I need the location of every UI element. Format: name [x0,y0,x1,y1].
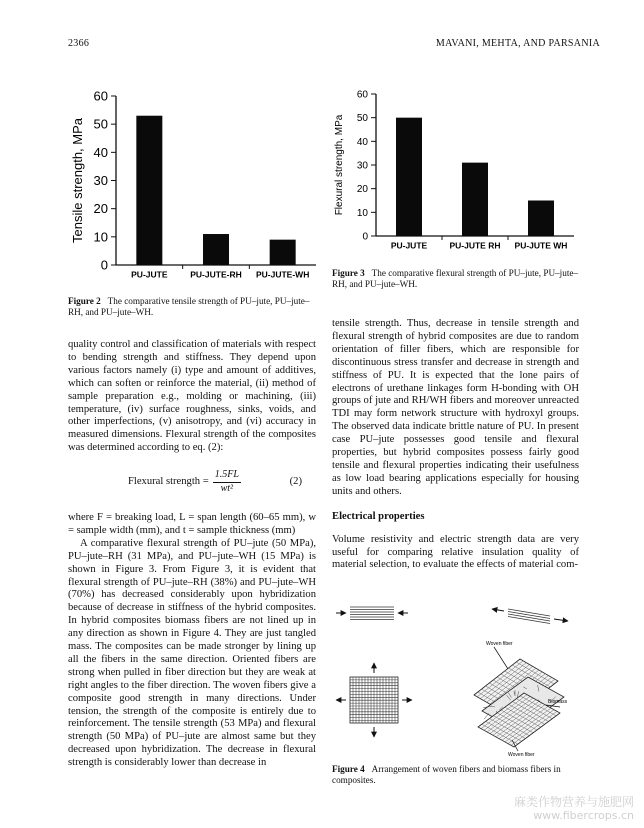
figure-2-tensile-chart [66,84,328,280]
equation-numerator: 1.5FL [213,469,241,483]
hybrid-layers-diagram [474,641,568,757]
woven-mesh-diagram [336,663,412,737]
figure-4-caption-text: Arrangement of woven fibers and biomass fibers in composites. [332,764,561,786]
fig2-y-tick-label: 40 [93,144,108,160]
right-paragraph-1: tensile strength. Thus, decrease in tensile strength and flexural strength of hybrid composites are due to random orientation of filler fibers, which are responsible for discontinuous stress transfer and decrease in strength and stiffness of PU. It is expected that the lone pairs of electrons of urethane linkages form H-bonding with OH groups of jute and RH/WH fibers and moreover unreacted TDI may form network structure with hydroxyl groups. The observed data indicate brittle nature of PU. In present case PU–jute possesses good tensile and flexural properties, but hybrid composites possess fairly good tensile and flexural properties indicating their usefulness as low load bearing applications especially for housing units and others. [332,318,579,497]
right-paragraph-2: Volume resistivity and electric strength data are very useful for comparing relative insulation quality of material selection, to evaluate the effects of material com- [332,533,579,571]
right-column [332,318,579,572]
figure-4-label: Figure 4 [332,764,365,774]
fig3-y-tick-label: 0 [362,231,368,243]
left-column [68,339,316,770]
figure-2-caption [68,296,318,319]
fig3-bar [528,201,554,237]
fig2-y-tick-label: 0 [100,257,108,273]
fig3-category-label: PU-JUTE [390,240,428,251]
fig2-category-label: PU-JUTE-RH [190,269,242,280]
figure-3-flexural-chart [330,84,590,264]
fig2-y-tick-label: 20 [93,201,108,217]
fig3-y-tick-label: 10 [356,207,368,219]
label-woven-fiber-bottom: Woven fiber [508,752,535,757]
fig3-y-tick-label: 50 [356,113,368,125]
fig2-bar [136,116,162,265]
fig2-y-tick-label: 10 [93,229,108,245]
fig2-category-label: PU-JUTE [131,269,168,280]
fig2-y-tick-label: 50 [93,116,108,132]
fig3-y-tick-label: 40 [356,136,368,148]
fig2-category-label: PU-JUTE-WH [255,269,310,280]
fig2-y-tick-label: 60 [93,88,108,104]
aligned-fibers-diagram [336,607,408,620]
label-woven-fiber-top: Woven fiber [486,641,513,647]
equation-2 [68,469,316,496]
figure-4-caption [332,764,582,787]
equation-denominator: wt² [220,483,234,495]
fig3-y-tick-label: 20 [356,184,368,196]
equation-label: Flexural strength = [128,476,209,488]
figure-3-label: Figure 3 [332,268,365,278]
left-paragraph-1: quality control and classification of materials with respect to bending strength and stiffness. They depend upon various factors namely (i) type and amount of additives, which can soften or reinforce the material, (ii) method of sample preparation e.g., molding or machining, (iii) temperature, (iv) surface roughness, sinks, voids, and other imperfections, (v) anisotropy, and (vi) accuracy in measured dimensions. Flexural strength of the composites was determined according to eq. (2): [68,339,316,454]
figure-2-label: Figure 2 [68,296,101,306]
fig3-y-tick-label: 60 [356,89,368,101]
fig3-y-tick-label: 30 [356,160,368,172]
fig3-category-label: PU-JUTE WH [514,240,568,251]
left-paragraph-2: where F = breaking load, L = span length (60–65 mm), w = sample width (mm), and t = sample thickness (mm) [68,511,316,536]
fig3-bar [462,163,488,236]
aligned-fibers-transverse-diagram [492,609,568,624]
fig3-category-label: PU-JUTE RH [449,240,501,251]
label-biomass: Biomass [548,699,568,705]
figure-3-caption [332,268,582,291]
left-paragraph-3: A comparative flexural strength of PU–jute (50 MPa), PU–jute–RH (31 MPa), and PU–jute–WH (15 MPa) is shown in Figure 3. From Figure 3, it is evident that flexural strength of PU–jute–RH (38%) and PU–jute–WH (70%) has decreased considerably upon hybridization because of decrease in stiffness of the hybrid composites. In hybrid composites biomass fibers are not lined up in any direction as shown in Figure 4. They are just tangled mass. The composites can be made stronger by lining up all the fibers in the same direction. Oriented fibers are strong when pulled in fiber direction but they are weak at right angles to the fiber direction. The woven fibers give a composite good strength in many directions. Under tension, the strength of the composite is entirely due to reinforcement. The tensile strength (53 MPa) and flexural strength (50 MPa) of PU–jute are almost same but they decreased upon hybridization. The decrease in flexural strength is considerably lower than decrease in [68,537,316,769]
equation-fraction [213,469,241,496]
running-header-authors: MAVANI, MEHTA, AND PARSANIA [435,38,600,49]
section-heading-electrical: Electrical properties [332,510,425,522]
watermark-line-2: www.fibercrops.cn [533,809,634,822]
fig3-y-axis-label: Flexural strength, MPa [334,114,345,216]
fig2-y-axis-label: Tensile strength, MPa [70,117,85,244]
equation-number: (2) [289,476,302,488]
fig2-bar [270,240,296,265]
figure-2-caption-text: The comparative tensile strength of PU–jute, PU–jute–RH, and PU–jute–WH. [68,296,310,318]
fig2-y-tick-label: 30 [93,173,108,189]
fig2-bar [203,234,229,265]
fig3-bar [396,118,422,236]
figure-4-fiber-arrangement [332,585,582,757]
watermark [514,796,634,822]
page-number: 2366 [68,38,90,49]
watermark-line-1: 麻类作物营养与施肥网 [513,795,634,809]
figure-3-caption-text: The comparative flexural strength of PU–jute, PU–jute–RH, and PU–jute–WH. [332,268,579,290]
